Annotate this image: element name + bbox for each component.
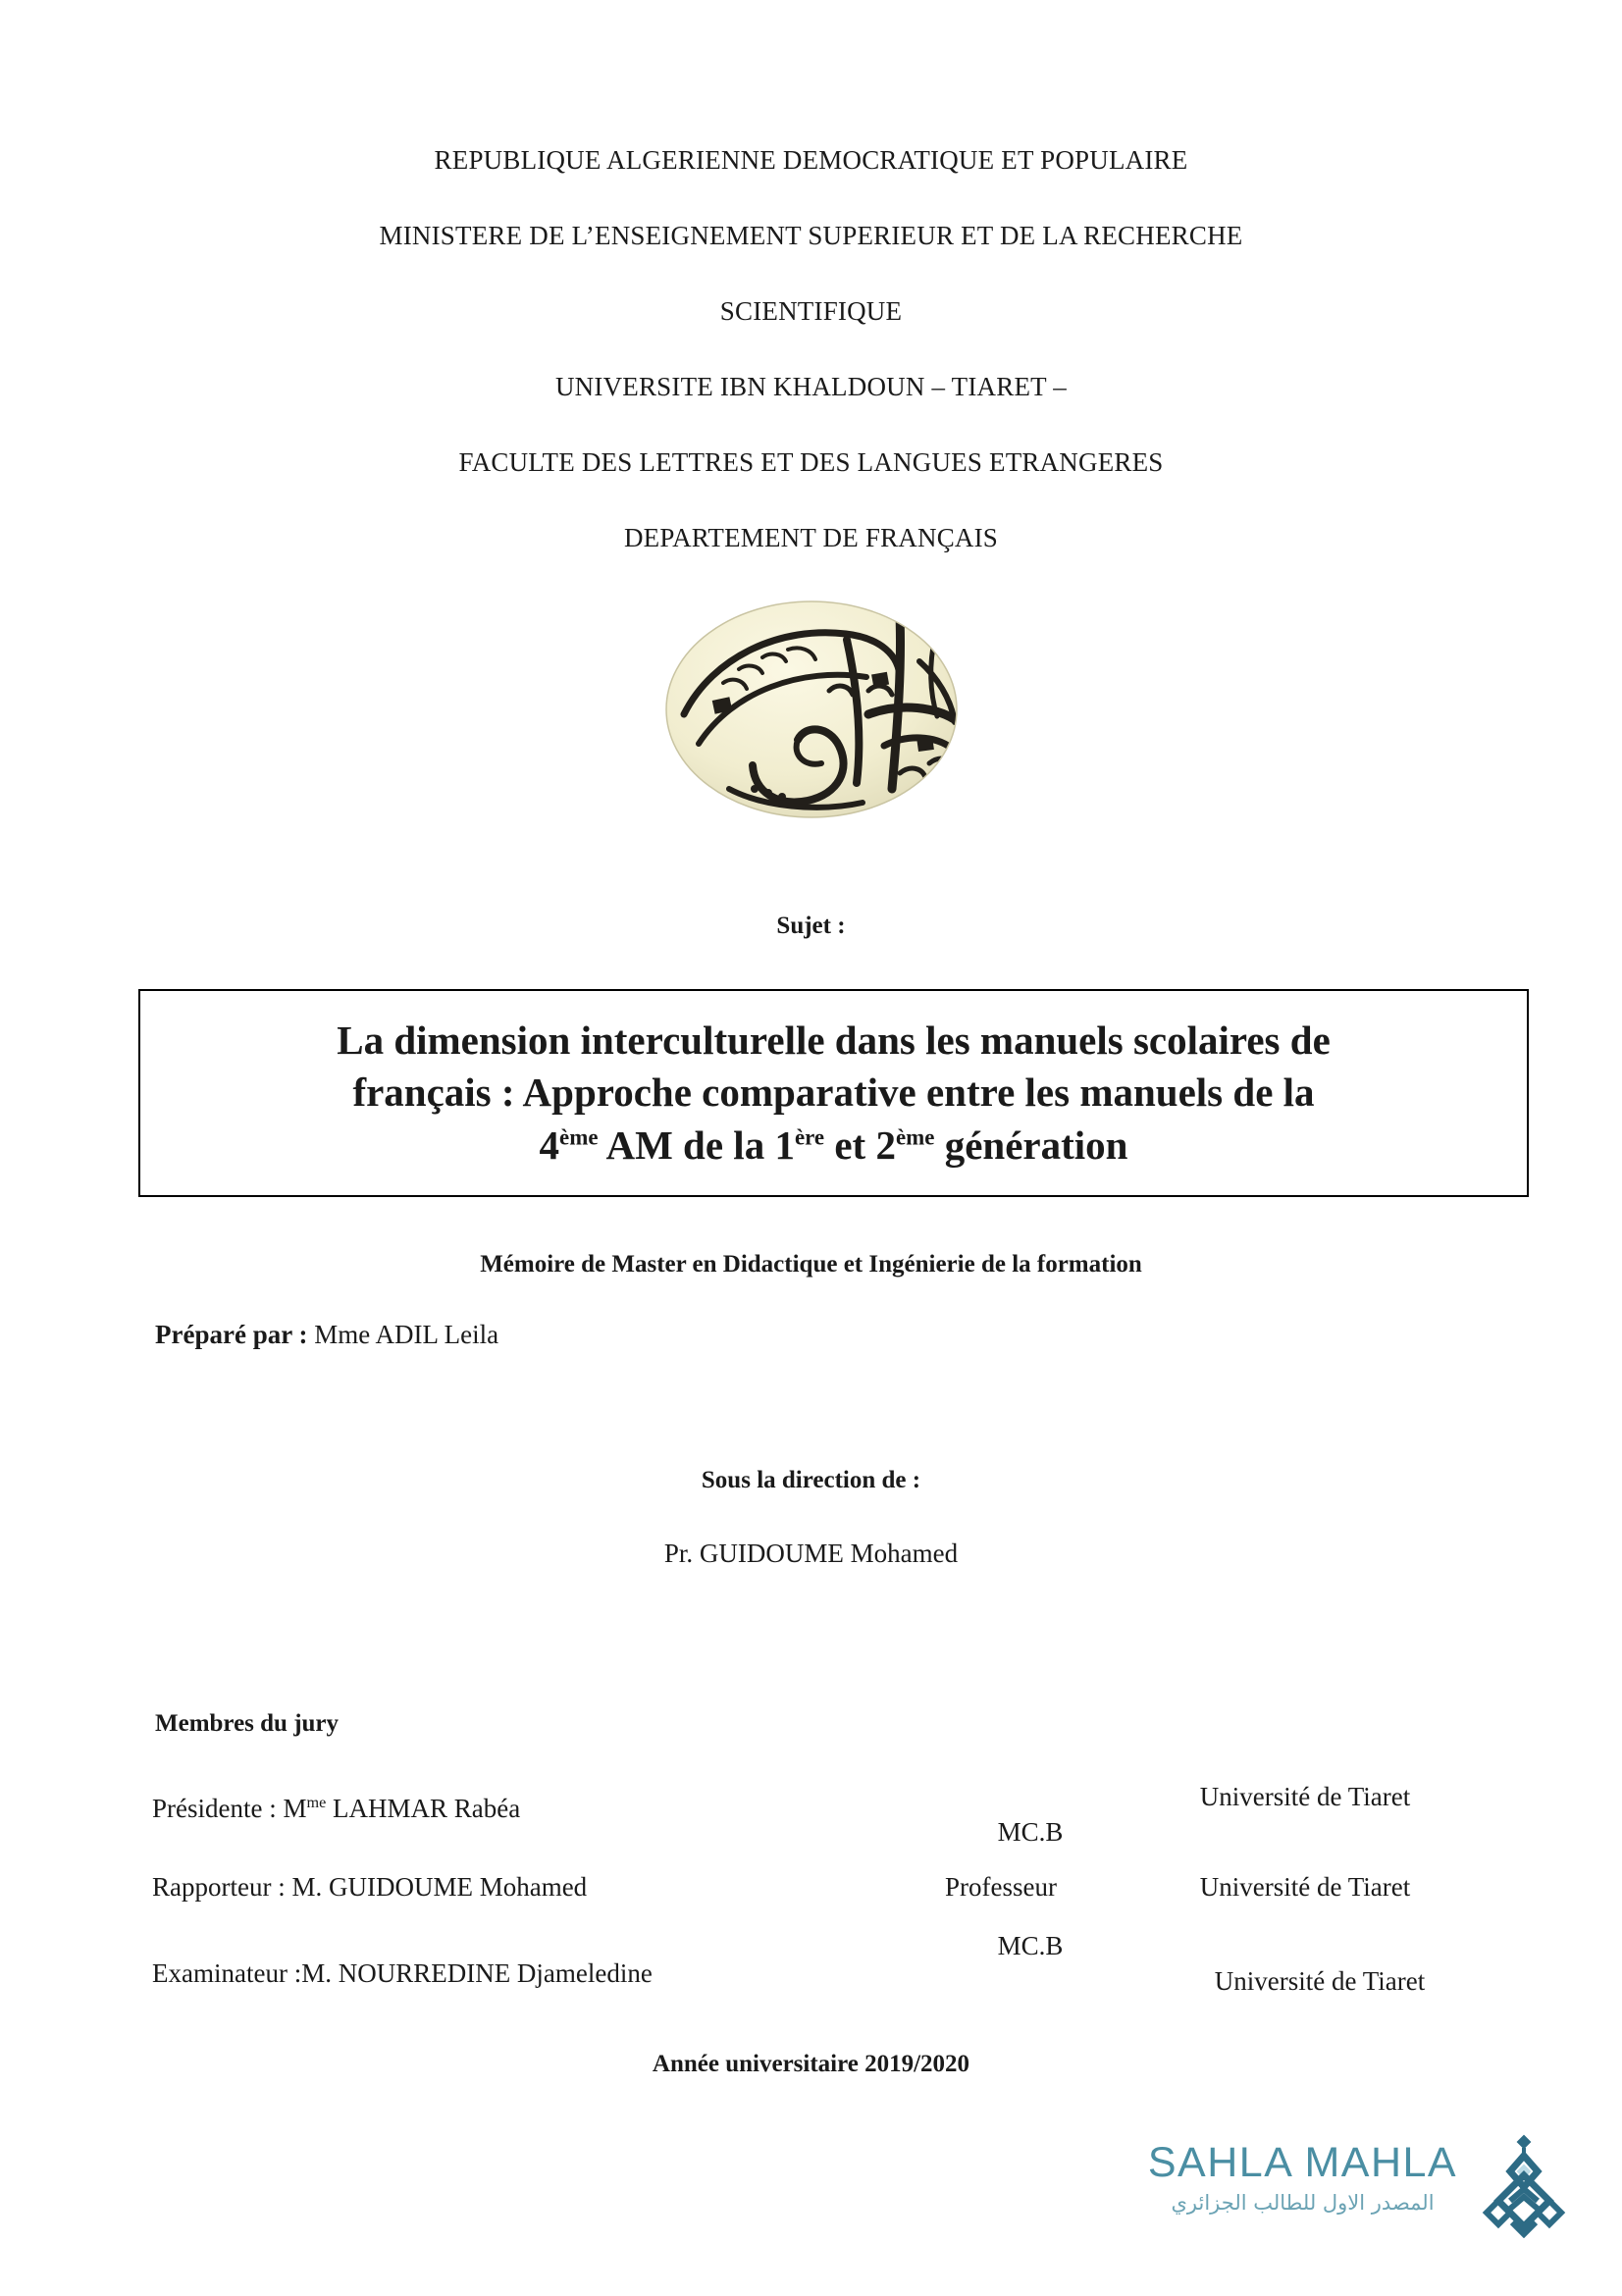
jury-row	[147, 1929, 1472, 2006]
thesis-title	[319, 1015, 1348, 1172]
supervisor-name: Pr. GUIDOUME Mohamed	[663, 1539, 959, 1568]
prepared-by-line	[155, 1320, 498, 1350]
watermark-text-block	[1114, 2139, 1491, 2215]
jury-row	[147, 1852, 1472, 1929]
title-suffix: génération	[934, 1122, 1128, 1168]
title-mid-1: AM de la 1	[598, 1122, 795, 1168]
title-second-gen-ordinal: ème	[895, 1123, 935, 1149]
jury-university: Université de Tiaret	[1199, 1872, 1411, 1902]
university-logo-icon	[605, 597, 1018, 822]
institution-header	[0, 147, 1622, 551]
degree-line: Mémoire de Master en Didactique et Ingénierie de la formation	[480, 1251, 1142, 1278]
jury-role-text: Rapporteur : M. GUIDOUME Mohamed	[152, 1872, 588, 1902]
title-grade-number: 4	[539, 1122, 560, 1168]
jury-role-superscript: me	[306, 1794, 327, 1811]
jury-name-text: LAHMAR Rabéa	[326, 1794, 521, 1823]
thesis-title-line-3	[540, 1122, 1128, 1168]
jury-role-examinateur	[152, 1958, 653, 1989]
thesis-title-line-2: français : Approche comparative entre les manuels de la	[352, 1070, 1315, 1116]
jury-row	[147, 1776, 1472, 1852]
subject-label: Sujet :	[776, 913, 846, 939]
jury-university: Université de Tiaret	[1214, 1966, 1426, 1996]
jury-role-text: Examinateur :M. NOURREDINE Djameledine	[152, 1958, 653, 1988]
academic-year: Année universitaire 2019/2020	[652, 2051, 970, 2077]
thesis-title-line-1: La dimension interculturelle dans les manuels scolaires de	[337, 1018, 1331, 1064]
jury-grade: MC.B	[997, 1817, 1064, 1847]
sahla-mahla-watermark	[1114, 2139, 1565, 2250]
jury-role-rapporteur	[152, 1872, 587, 1903]
prepared-by-label: Préparé par :	[155, 1320, 308, 1349]
header-line-ministry: MINISTERE DE L’ENSEIGNEMENT SUPERIEUR ET DE LA RECHERCHE	[379, 221, 1243, 250]
jury-grade: Professeur	[945, 1872, 1057, 1902]
jury-table	[147, 1776, 1472, 2006]
jury-role-text: Présidente : M	[152, 1794, 307, 1823]
jury-grade: MC.B	[997, 1931, 1064, 1960]
header-line-university: UNIVERSITE IBN KHALDOUN – TIARET –	[554, 372, 1067, 401]
jury-role-president	[152, 1794, 520, 1824]
header-line-republic: REPUBLIQUE ALGERIENNE DEMOCRATIQUE ET POPULAIRE	[434, 145, 1188, 175]
watermark-title: SAHLA MAHLA	[1147, 2139, 1458, 2186]
watermark-subtitle: المصدر الاول للطالب الجزائري	[1171, 2191, 1435, 2215]
header-line-faculty: FACULTE DES LETTRES ET DES LANGUES ETRANGERES	[458, 447, 1164, 477]
supervisor-label: Sous la direction de :	[701, 1467, 921, 1493]
sahla-mahla-diamond-icon	[1477, 2132, 1571, 2238]
jury-heading: Membres du jury	[155, 1710, 340, 1737]
jury-university: Université de Tiaret	[1199, 1782, 1411, 1811]
title-mid-2: et 2	[824, 1122, 896, 1168]
university-emblem-container	[0, 597, 1622, 822]
title-grade-ordinal: ème	[559, 1123, 599, 1149]
thesis-title-box	[138, 989, 1529, 1197]
header-line-scientific: SCIENTIFIQUE	[719, 296, 903, 326]
prepared-by-value: Mme ADIL Leila	[314, 1320, 499, 1349]
title-first-gen-ordinal: ère	[794, 1123, 825, 1149]
header-line-department: DEPARTEMENT DE FRANÇAIS	[623, 523, 999, 552]
